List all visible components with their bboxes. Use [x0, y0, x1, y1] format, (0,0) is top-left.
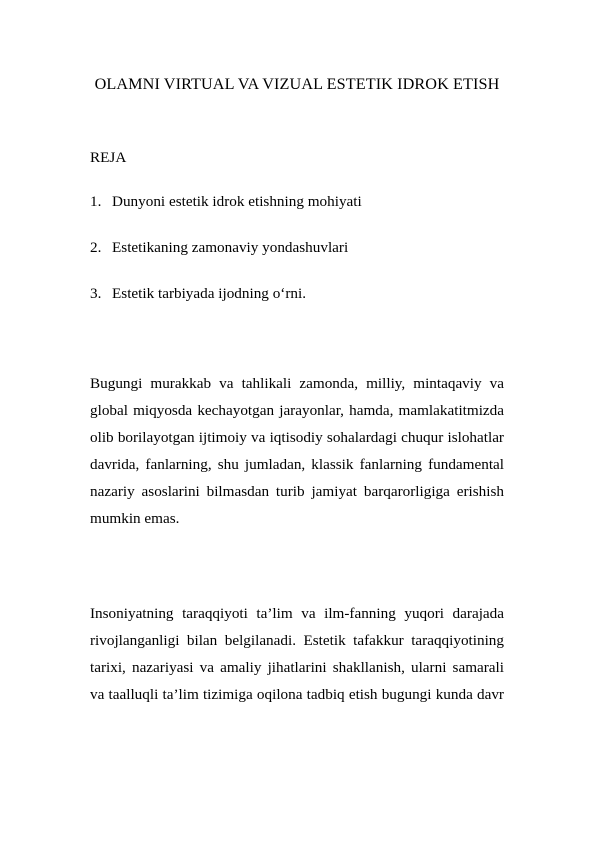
body-paragraph: Insoniyatning taraqqiyoti ta’lim va ilm-fanning yuqori darajada rivojlanganligi bilan belgilanadi. Estetik tafakkur taraqqiyotining tarixi, nazariyasi va amaliy jihatlarini shakllanish, ularni samarali va taalluqli ta’lim tizimiga oqilona tadbiq etish bugungi kunda davr [90, 605, 504, 703]
plan-item [90, 238, 362, 258]
plan-item [90, 192, 362, 212]
plan-item-text: Estetikaning zamonaviy yondashuvlari [112, 239, 349, 256]
plan-item-number: 2. [90, 239, 102, 256]
plan-item-number: 1. [90, 193, 102, 210]
plan-item-text: Dunyoni estetik idrok etishning mohiyati [112, 193, 362, 210]
plan-item [90, 284, 362, 304]
plan-list [90, 192, 362, 330]
plan-item-text: Estetik tarbiyada ijodning o‘rni. [112, 285, 307, 302]
document-title: OLAMNI VIRTUAL VA VIZUAL ESTETIK IDROK ETISH [94, 75, 500, 93]
plan-heading: REJA [90, 149, 127, 166]
plan-item-number: 3. [90, 285, 102, 302]
body-paragraph: Bugungi murakkab va tahlikali zamonda, milliy, mintaqaviy va global miqyosda kechayotgan jarayonlar, hamda, mamlakatitmizda olib borilayotgan ijtimoiy va iqtisodiy sohalardagi chuqur islohatlar davrida, fanlarning, shu jumladan, klassik fanlarning fundamental nazariy asoslarini bilmasdan turib jamiyat barqarorligiga erishish mumkin emas. [90, 375, 504, 527]
